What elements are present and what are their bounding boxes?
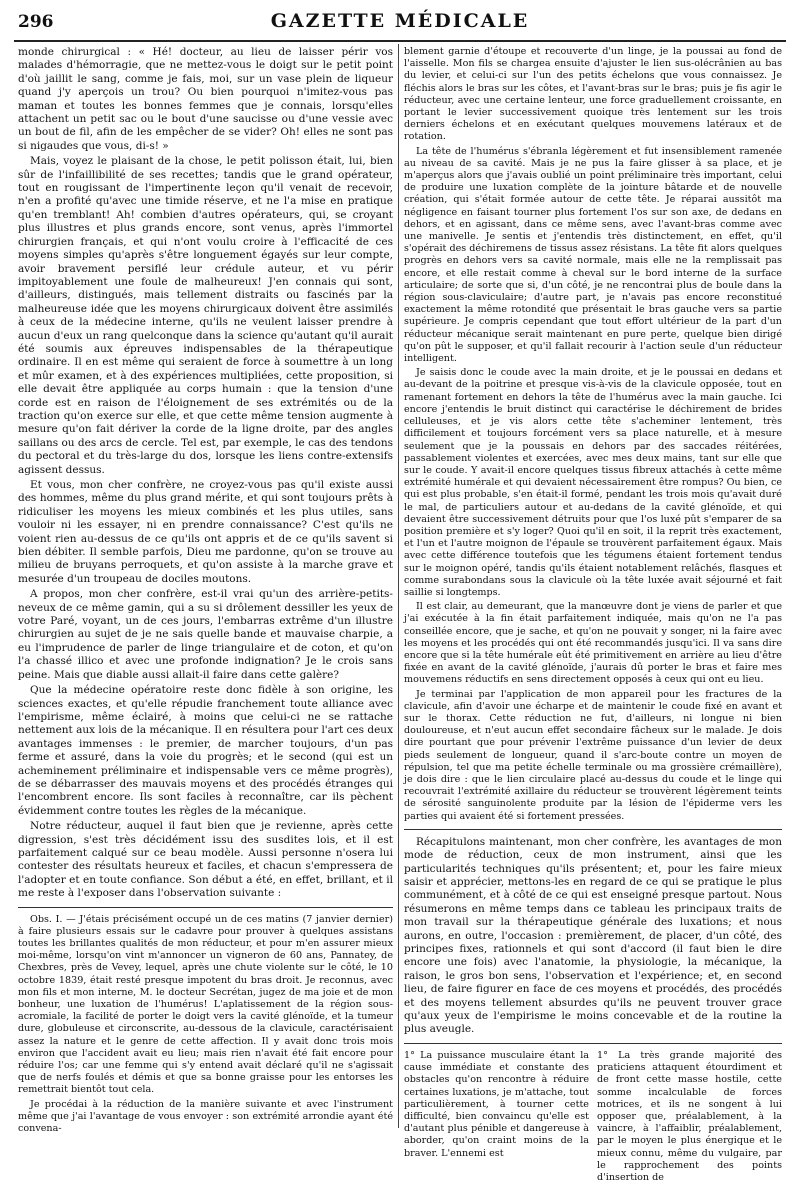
comparison-right: 1° La très grande majorité des praticiens attaquent étourdiment et de front cette masse hostile, cette somme incalculable de forces motrices, et ils ne songent à lui opposer que, préalablement, à la vaincre, à l'affaiblir, préalablement, par le moyen le plus énergique et le mieux connu, même du vulgaire, par le rapprochement des points d'insertion de — [597, 1049, 782, 1183]
paragraph: A propos, mon cher confrère, est-il vrai qu'un des arrière-petits-neveux de ce même gamin, qui a su si drôlement dessiller les yeux de votre Paré, voyant, un de ces jours, l'embarras extrême d'un illustre chirurgien au sujet de je ne sais quelle bande et mauvaise charpie, a eu l'imprudence de parler de linge triangulaire et de coton, et qu'on l'a chassé illico et avec une profonde indignation? Je le crois sans peine. Mais que diable aussi allait-il faire dans cette galère? — [18, 588, 393, 681]
comparison-columns — [404, 1050, 782, 1184]
section-rule — [404, 829, 782, 830]
section-rule — [18, 907, 393, 908]
paragraph: Récapitulons maintenant, mon cher confrère, les avantages de mon mode de réduction, ceux de mon instrument, ainsi que les particularités techniques qu'ils présentent; et, pour les faire mieux saisir et apprécier, mettons-les en regard de ce qui se pratique le plus communément, et à côté de ce qui est enseigné presque partout. Nous résumerons en même temps dans ce tableau les principaux traits de mon travail sur la thérapeutique générale des luxations; et nous aurons, en outre, l'occasion : premièrement, de placer, d'un côté, des principes fixes, rationnels et qui sont d'accord (il faut bien le dire encore une fois) avec l'anatomie, la physiologie, la mécanique, la raison, le gros bon sens, l'observation et l'expérience; et, en second lieu, de faire figurer en face de ces moyens et procédés, des procédés et des moyens tellement absurdes qu'ils ne peuvent trouver grace qu'aux yeux de l'empirisme le moins concevable et de la routine la plus aveugle. — [404, 835, 782, 1036]
section-rule — [404, 1043, 782, 1044]
newspaper-title: GAZETTE MÉDICALE — [270, 10, 530, 32]
paragraph: monde chirurgical : « Hé! docteur, au lieu de laisser périr vos malades d'hémorragie, que ne mettez-vous le doigt sur le petit point d'où jaillit le sang, comme je fais, moi, sur un vase plein de liqueur quand j'y aperçois un trou? Ou bien pourquoi n'imitez-vous pas maman et toutes les bonnes femmes que je connais, lorsqu'elles attachent un petit sac ou le bout d'une saucisse ou d'une vessie avec un bout de fil, afin de les empêcher de se vider? Oh! elles ne sont pas si nigaudes que vous, di-s! » — [18, 46, 393, 152]
paragraph: Que la médecine opératoire reste donc fidèle à son origine, les sciences exactes, et qu'elle répudie franchement toute alliance avec l'empirisme, même éclairé, à moins que celui-ci ne se rattache nettement aux lois de la mécanique. Il en résultera pour l'art ces deux avantages immenses : le premier, de marcher toujours, d'un pas ferme et assuré, dans la voie du progrès; et le second (qui est un acheminement préliminaire et indispensable vers ce même progrès), de se débarrasser des mauvais moyens et des procédés étranges qui l'encombrent encore. Ils sont faciles à reconnaître, car ils pèchent évidemment contre toutes les règles de la mécanique. — [18, 684, 393, 817]
paragraph: Et vous, mon cher confrère, ne croyez-vous pas qu'il existe aussi des hommes, même du plus grand mérite, et qui sont toujours prêts à ridiculiser les moyens les mieux combinés et les plus utiles, sans vouloir ni les essayer, ni en prendre connaissance? C'est qu'ils ne voient rien au-dessus de ce qu'ils ont appris et de ce qu'ils savent si bien débiter. Il semble parfois, Dieu me pardonne, qu'on se trouve au milieu de bruyans perroquets, et qu'on assiste à la marche grave et mesurée d'un troupeau de dociles moutons. — [18, 479, 393, 585]
observation-paragraph: Il est clair, au demeurant, que la manœuvre dont je viens de parler et que j'ai exécutée à la fin était parfaitement indiquée, mais qu'on ne l'a pas conseillée encore, que je sache, et qu'on ne pouvait y songer, ni la faire avec les moyens et les procédés qui ont été recommandés jusqu'ici. Il va sans dire encore que si la tête humérale eût été primitivement en arrière au lieu d'être fixée en avant de la cavité glénoïde, j'aurais dû porter le bras et faire mes mouvemens réductifs en sens directement opposés à ceux qui ont eu lieu. — [404, 601, 782, 686]
observation-paragraph: Je saisis donc le coude avec la main droite, et je le poussai en dedans et au-devant de la poitrine et presque vis-à-vis de la clavicule opposée, tout en ramenant fortement en dehors la tête de l'humérus avec la main gauche. Ici encore j'entendis le bruit distinct qui caractérise le déchirement de brides celluleuses, et je vis alors cette tête s'acheminer lentement, très difficilement et toujours forcément vers sa place naturelle, et à mesure seulement que je la poussais en dehors par des saccades réitérées, passablement violentes et exercées, avec mes deux mains, tant sur elle que sur le coude. Y avait-il encore quelques tissus fibreux attachés à cette même extrémité humérale et qui devaient nécessairement être rompus? Ou bien, ce qui est plus probable, s'en était-il formé, pendant les trois mois qu'avait duré le mal, de particuliers autour et au-dedans de la cavité glénoïde, et qui devaient être successivement détruits pour que l'os luxé pût s'emparer de sa position première et s'y loger? Quoi qu'il en soit, il la reprit très exactement, et l'un et l'autre moignon de l'épaule se trouvèrent parfaitement égaux. Mais avec cette différence toutefois que les tégumens étaient fortement tendus sur le moignon opéré, tandis qu'ils étaient notablement relâchés, flasques et comme surabondans sous la clavicule où la tête luxée avait séjourné et fait saillie si longtemps. — [404, 367, 782, 598]
page-number: 296 — [18, 12, 54, 32]
paragraph: Notre réducteur, auquel il faut bien que je revienne, après cette digression, s'est très décidément issu des susdites lois, et il est parfaitement calqué sur ce beau modèle. Aussi personne n'osera lui contester des résultats heureux et faciles, et chacun s'empressera de l'adopter et en toute confiance. Son début a été, en effet, brillant, et il me reste à l'exposer dans l'observation suivante : — [18, 820, 393, 900]
page-header — [0, 0, 800, 40]
header-rule — [14, 40, 786, 42]
observation-paragraph: blement garnie d'étoupe et recouverte d'un linge, je la poussai au fond de l'aisselle. Mon fils se chargea ensuite d'ajuster le lien sus-olécrânien au bas du levier, et celui-ci sur l'un des petits échelons que vous connaissez. Je fléchis alors le bras sur les côtes, et l'avant-bras sur le bras; puis je fis agir le réducteur, avec une certaine lenteur, une force graduellement croissante, en portant le levier successivement quoique très lentement sur les trois derniers échelons et en exécutant quelques mouvemens latéraux et de rotation. — [404, 46, 782, 143]
right-column — [404, 46, 782, 1183]
observation-paragraph: Obs. I. — J'étais précisément occupé un de ces matins (7 janvier dernier) à faire plusieurs essais sur le cadavre pour prouver à quelques assistans toutes les brillantes qualités de mon réducteur, et pour m'en assurer mieux moi-même, lorsqu'on vint m'annoncer un vigneron de 60 ans, Pannatey, de Chexbres, près de Vevey, lequel, après une chute violente sur le côté, le 10 octobre 1839, était resté presque impotent du bras droit. Je reconnus, avec mon fils et mon interne, M. le docteur Secrétan, jugez de ma joie et de mon bonheur, une luxation de l'humérus! L'aplatissement de la région sous-acromiale, la facilité de porter le doigt vers la cavité glénoïde, et la tumeur dure, globuleuse et circonscrite, au-dessous de la clavicule, caractérisaient assez la nature et le genre de cette affection. Il y avait donc trois mois environ que l'accident avait eu lieu; mais rien n'avait été fait encore pour réduire l'os; car une femme qui s'y entend avait déclaré qu'il ne s'agissait que de nerfs foulés et démis et que sa bonne graisse pour les entorses les remettrait bientôt tout cela. — [18, 913, 393, 1096]
left-column — [18, 46, 393, 1135]
comparison-left: 1° La puissance musculaire étant la cause immédiate et constante des obstacles qu'on rencontre à réduire certaines luxations, je m'attache, tout particulièrement, à tourner cette difficulté, bien convaincu qu'elle est d'autant plus pénible et dangereuse à aborder, qu'on craint moins de la braver. L'ennemi est — [404, 1049, 589, 1159]
paragraph: Mais, voyez le plaisant de la chose, le petit polisson était, lui, bien sûr de l'infaillibilité de ses recettes; tandis que le grand opérateur, tout en rougissant de l'impertinente leçon qu'il venait de recevoir, n'en a profité qu'avec une timide réserve, et ne l'a mise en pratique qu'en tremblant! Ah! combien d'autres opérateurs, qui, se croyant plus illustres et plus grands encore, sont venus, après l'immortel chirurgien français, et qui n'ont voulu croire à l'efficacité de ces moyens simples qu'après s'être longuement égayés sur leur compte, avoir bravement persiflé leur crédule auteur, et vu périr impitoyablement une foule de malheureux! J'en connais qui sont, d'ailleurs, distingués, mais tellement distraits ou fascinés par la malheureuse idée que les moyens chirurgicaux doivent être assimilés à ceux de la médecine interne, qu'ils ne veulent laisser prendre à aucun d'eux un rang quelconque dans la science qu'autant qu'il aurait été soumis aux épreuves indispensables de la thérapeutique ordinaire. Il en est même qui seraient de force à soumettre à un long et mûr examen, et à des expériences multipliées, cette proposition, si elle devait être appliquée au corps humain : que la tension d'une corde est en raison de l'éloignement de ses extrémités ou de la traction qu'on exerce sur elle, et que cette même tension augmente à mesure qu'on fait dériver la corde de la ligne droite, par des angles saillans ou des arcs de cercle. Tel est, par exemple, le cas des tendons du pectoral et du très-large du dos, lorsque les liens contre-extensifs agissent dessus. — [18, 155, 393, 476]
observation-paragraph: La tête de l'humérus s'ébranla légèrement et fut insensiblement ramenée au niveau de sa cavité. Mais je ne pus la faire glisser à sa place, et je m'aperçus alors que j'avais oublié un point préliminaire très important, celui de produire une luxation complète de la jointure bâtarde et de nouvelle création, qui s'était formée autour de cette tête. Je réparai aussitôt ma négligence en faisant tourner plus fortement l'os sur son axe, de dedans en dehors, et en agissant, dans ce même sens, avec l'avant-bras comme avec une manivelle. Je sentis et j'entendis très distinctement, en effet, qu'il s'opérait des déchiremens de tissus assez résistans. La tête fit alors quelques progrès en dehors vers sa cavité normale, mais elle ne la remplissait pas encore, et elle restait comme à cheval sur le bord interne de la surface articulaire; de sorte que si, d'un côté, je ne rencontrai plus de boule dans la région sous-claviculaire; d'autre part, je n'avais pas encore reconstitué exactement la même rotondité que présentait le bras gauche vers sa partie supérieure. Je compris cependant que tout effort ultérieur de la part d'un réducteur mécanique serait maintenant en pure perte, quelque bien dirigé qu'on pût le supposer, et qu'il fallait recourir à l'action seule d'un réducteur intelligent. — [404, 145, 782, 365]
observation-paragraph: Je terminai par l'application de mon appareil pour les fractures de la clavicule, afin d'avoir une écharpe et de maintenir le coude fixé en avant et sur le thorax. Cette réduction ne fut, d'ailleurs, ni longue ni bien douloureuse, et n'eut aucun effet secondaire fâcheux sur le malade. Je dois dire pourtant que pour prévenir l'extrême puissance d'un levier de deux pieds seulement de longueur, quand il s'arc-boute contre un moyen de répulsion, tel que ma petite échelle terminale ou ma grossière crémaillère), je dois dire : que le lien circulaire placé au-dessus du coude et le linge qui recouvrait l'extrémité axillaire du réducteur se trouvèrent légèrement teints de sérosité sanguinolente produite par la lésion de l'épiderme vers les parties qui avaient été si fortement pressées. — [404, 688, 782, 822]
observation-paragraph: Je procédai à la réduction de la manière suivante et avec l'instrument même que j'ai l'avantage de vous envoyer : son extrémité arrondie ayant été convena- — [18, 1098, 393, 1135]
column-divider — [398, 44, 399, 1128]
